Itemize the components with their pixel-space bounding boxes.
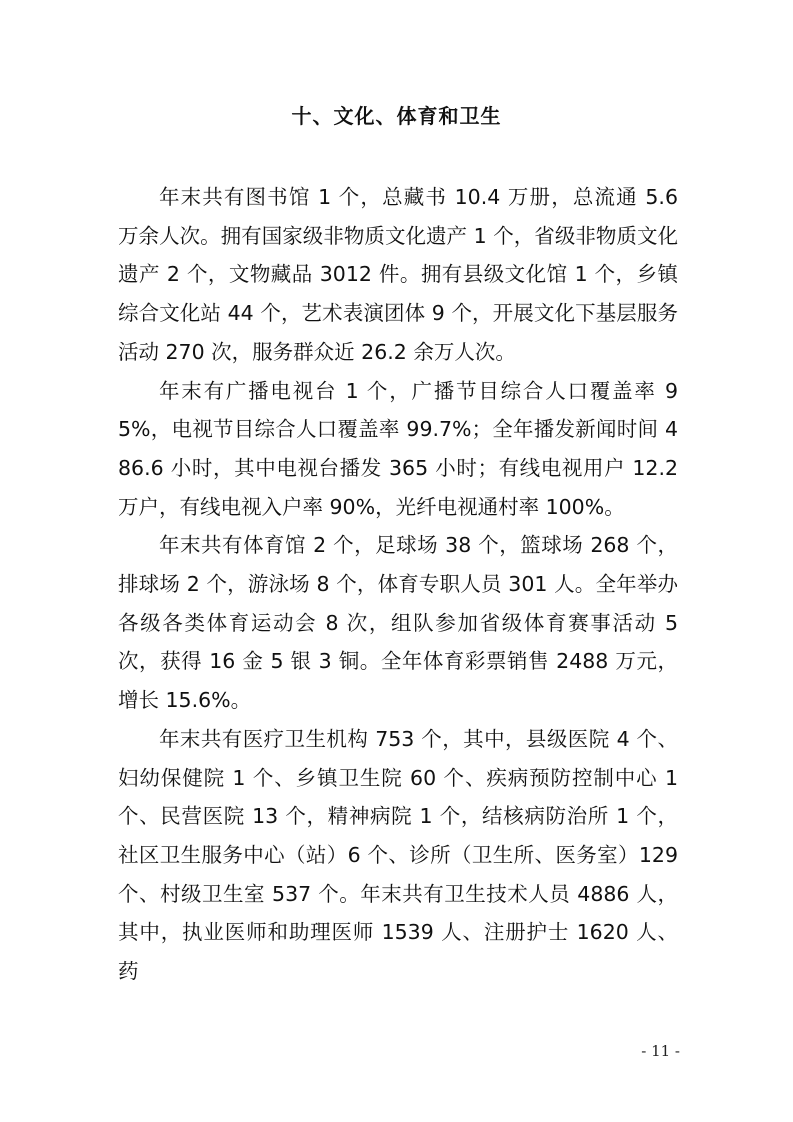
paragraph-health: 年末共有医疗卫生机构 753 个，其中，县级医院 4 个、妇幼保健院 1 个、乡镇卫生院 60 个、疾病预防控制中心 1 个、民营医院 13 个，精神病院 1 个，结核病防治所 1 个，社区卫生服务中心（站）6 个、诊所（卫生所、医务室）129 个、村级卫生室 537 个。年末共有卫生技术人员 4886 人，其中，执业医师和助理医师 1539 人、注册护士 1620 人、药 (118, 726, 678, 984)
page-number: - 11 - (641, 1042, 680, 1060)
document-body (118, 178, 678, 991)
paragraph-sports: 年末共有体育馆 2 个，足球场 38 个，篮球场 268 个，排球场 2 个，游泳场 8 个，体育专职人员 301 人。全年举办各级各类体育运动会 8 次，组队参加省级体育赛事活动 5 次，获得 16 金 5 银 3 铜。全年体育彩票销售 2488 万元，增长 15.6%。 (118, 533, 678, 713)
paragraph-culture: 年末共有图书馆 1 个，总藏书 10.4 万册，总流通 5.6 万余人次。拥有国家级非物质文化遗产 1 个，省级非物质文化遗产 2 个，文物藏品 3012 件。拥有县级文化馆 1 个，乡镇综合文化站 44 个，艺术表演团体 9 个，开展文化下基层服务活动 270 次，服务群众近 26.2 余万人次。 (118, 185, 678, 364)
section-title: 十、文化、体育和卫生 (291, 104, 502, 128)
paragraph-broadcasting: 年末有广播电视台 1 个，广播节目综合人口覆盖率 95%，电视节目综合人口覆盖率 99.7%；全年播发新闻时间 486.6 小时，其中电视台播发 365 小时；有线电视用户 12.2 万户，有线电视入户率 90%，光纤电视通村率 100%。 (118, 378, 678, 519)
